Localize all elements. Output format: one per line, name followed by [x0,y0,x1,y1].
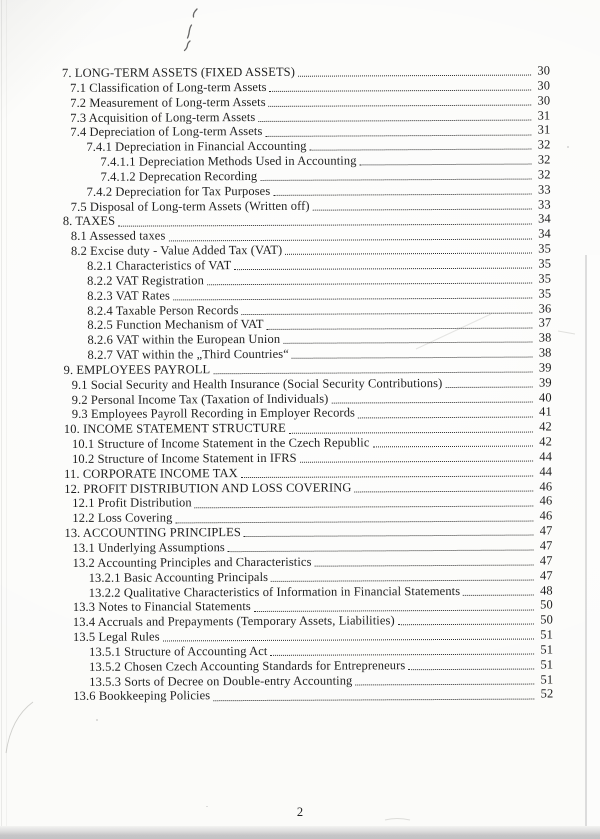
dot-leader [242,312,533,315]
dot-leader [360,164,532,166]
dot-leader [358,416,533,418]
toc-entry-page: 50 [540,612,553,627]
toc-entry-page: 36 [538,300,552,316]
dot-leader [283,342,532,344]
toc-entry-title: 10. INCOME STATEMENT STRUCTURE [63,421,286,437]
dot-leader [331,401,532,403]
dot-leader [213,372,532,375]
toc-entry-page: 44 [539,464,553,479]
dot-leader [298,75,531,77]
toc-entry-page: 42 [539,419,552,434]
dot-leader [244,535,534,538]
toc-entry-page: 35 [538,271,552,286]
toc-entry-page: 51 [540,672,554,687]
toc-entry-page: 50 [540,597,553,612]
toc-entry-page: 52 [540,686,554,701]
toc-list [62,63,553,704]
toc-entry-page: 35 [538,241,551,256]
toc-entry-page: 32 [537,167,551,182]
toc-entry-title: 13.3 Notes to Financial Statements [72,599,251,615]
dot-leader [273,194,531,196]
toc-entry-title: 8.2.7 VAT within the „Third Countries“ [87,346,289,362]
toc-entry-page: 48 [540,582,553,598]
toc-entry-title: 9.3 Employees Payroll Recording in Employer Records [71,405,356,422]
toc-entry-page: 51 [540,657,554,672]
dot-leader [408,669,534,671]
toc-entry-title: 13.5.3 Sorts of Decree on Double-entry Accounting [89,673,353,689]
toc-entry-title: 13.5.2 Chosen Czech Accounting Standards for Entrepreneurs [89,657,406,674]
toc-entry-title: 13.5.1 Structure of Accounting Act [89,643,268,659]
toc-entry-page: 30 [537,63,551,78]
dot-leader [300,461,533,463]
dot-leader [445,387,532,388]
toc-entry [73,687,553,704]
dot-leader [265,134,531,136]
toc-entry-title: 7.4.1.2 Deprecation Recording [100,168,258,184]
toc-entry-title: 7.4.1.1 Depreciation Methods Used in Accounting [100,153,357,169]
toc-entry-title: 7.3 Acquisition of Long-term Assets [70,109,256,125]
toc-entry-page: 32 [537,152,551,167]
toc-entry-page: 42 [539,434,553,449]
toc-entry-page: 31 [537,107,551,123]
dot-leader [168,238,531,241]
dot-leader [267,327,533,329]
dot-leader [118,223,532,226]
scan-speck [96,719,98,721]
dot-leader [269,104,532,106]
toc-entry-page: 34 [538,211,551,226]
dot-leader [463,594,534,595]
toc-entry-title: 8.2.4 Taxable Person Records [87,302,239,318]
dot-leader [270,654,534,656]
toc-entry-page: 39 [538,360,552,375]
toc-entry-title: 8. TAXES [62,214,116,229]
toc-entry-title: 13.2 Accounting Principles and Characteristics [72,554,312,570]
toc-entry-page: 35 [538,256,552,271]
toc-entry-page: 47 [539,553,553,568]
dot-leader [285,253,532,255]
toc-entry-title: 8.2.5 Function Mechanism of VAT [87,317,264,333]
dot-leader [289,431,533,433]
toc-entry-page: 47 [539,523,553,538]
dot-leader [207,283,532,286]
toc-entry-page: 44 [539,449,553,464]
toc-entry-title: 7.4.2 Depreciation for Tax Purposes [86,183,271,199]
toc-entry-title: 13.4 Accruals and Prepayments (Temporary Assets, Liabilities) [72,613,395,630]
dot-leader [310,149,532,151]
toc-entry-page: 46 [539,479,553,494]
toc-entry-page: 51 [540,627,554,642]
toc-entry-page: 30 [537,93,551,108]
toc-entry-page: 46 [539,508,553,523]
toc-entry-page: 38 [538,330,552,345]
toc-entry-page: 41 [539,404,552,419]
toc-entry-title: 9.2 Personal Income Tax (Taxation of Individuals) [71,391,329,407]
toc-entry-title: 9. EMPLOYEES PAYROLL [63,362,211,377]
toc-entry-title: 13.6 Bookkeeping Policies [73,688,211,704]
dot-leader [241,476,533,479]
crease-line-bottom-left [6,702,33,753]
toc-entry-page: 34 [538,226,551,241]
toc-entry-page: 30 [537,78,551,93]
toc-entry-page: 47 [539,568,553,583]
toc-entry-page: 37 [538,315,552,330]
toc-entry-page: 51 [540,642,554,657]
toc-entry-title: 7. LONG-TERM ASSETS (FIXED ASSETS) [62,64,296,80]
dot-leader [315,565,534,567]
dot-leader [234,268,532,271]
toc-entry-title: 9.1 Social Security and Health Insurance (Social Security Contributions) [71,375,443,392]
toc-entry-page: 33 [537,182,551,197]
dot-leader [195,505,534,508]
page-number: 2 [296,805,304,819]
dot-leader [354,490,533,492]
toc-entry-title: 12.1 Profit Distribution [72,495,192,511]
toc-entry-title: 7.5 Disposal of Long-term Assets (Written off) [70,198,310,214]
toc-entry-page: 32 [537,137,551,152]
dot-leader [260,179,531,181]
toc-entry-page: 46 [539,493,553,508]
toc-entry-title: 8.1 Assessed taxes [70,228,166,244]
crease-dash-right [558,331,575,334]
dot-leader [258,119,531,121]
toc-entry-title: 11. CORPORATE INCOME TAX [64,465,238,481]
toc-entry-title: 7.1 Classification of Long-term Assets [70,79,267,95]
dot-leader [213,698,534,701]
toc-entry-page: 35 [538,286,552,301]
toc-entry-page: 40 [539,390,552,405]
toc-entry-title: 8.2 Excise duty - Value Added Tax (VAT) [70,242,283,259]
dot-leader [271,579,534,581]
dot-leader [254,609,534,611]
toc-entry-title: 13.2.1 Basic Accounting Principals [88,569,269,585]
toc-entry-title: 8.2.6 VAT within the European Union [87,332,281,348]
dot-leader [173,297,532,300]
toc-entry-title: 13.1 Underlying Assumptions [72,540,225,555]
dot-leader [163,639,534,642]
toc-entry-title: 13. ACCOUNTING PRINCIPLES [64,525,241,541]
toc-entry-title: 10.2 Structure of Income Statement in IFRS [72,450,297,466]
toc-entry-page: 31 [537,122,551,137]
toc-entry-page: 38 [538,345,552,360]
toc-entry-title: 8.2.1 Characteristics of VAT [87,258,232,273]
toc-entry-title: 7.4.1 Depreciation in Financial Accounting [86,138,307,155]
toc-entry-title: 13.5 Legal Rules [72,629,160,645]
toc-entry-page: 33 [537,197,551,212]
dot-leader [175,520,533,523]
dot-leader [292,357,533,359]
toc-entry-title: 12.2 Loss Covering [72,510,173,526]
dot-leader [373,446,533,448]
dot-leader [313,208,532,210]
dot-leader [228,550,534,553]
toc-entry-title: 8.2.3 VAT Rates [87,288,171,303]
toc-entry-page: 47 [539,538,553,553]
toc-entry-title: 8.2.2 VAT Registration [87,273,204,288]
toc-entry-title: 7.4 Depreciation of Long-term Assets [70,124,263,140]
dot-leader [270,90,532,92]
toc-entry-page: 39 [538,375,552,390]
dot-leader [398,624,534,626]
toc-entry-title: 12. PROFIT DISTRIBUTION AND LOSS COVERING [64,480,352,496]
toc-entry-title: 13.2.2 Qualitative Characteristics of Information in Financial Statements [88,583,461,600]
pen-squiggle-mark [185,9,198,51]
toc-entry-title: 10.1 Structure of Income Statement in the Czech Republic [71,435,370,452]
dot-leader [355,683,534,685]
toc-entry-title: 7.2 Measurement of Long-term Assets [70,94,266,110]
scan-speck [567,146,569,148]
